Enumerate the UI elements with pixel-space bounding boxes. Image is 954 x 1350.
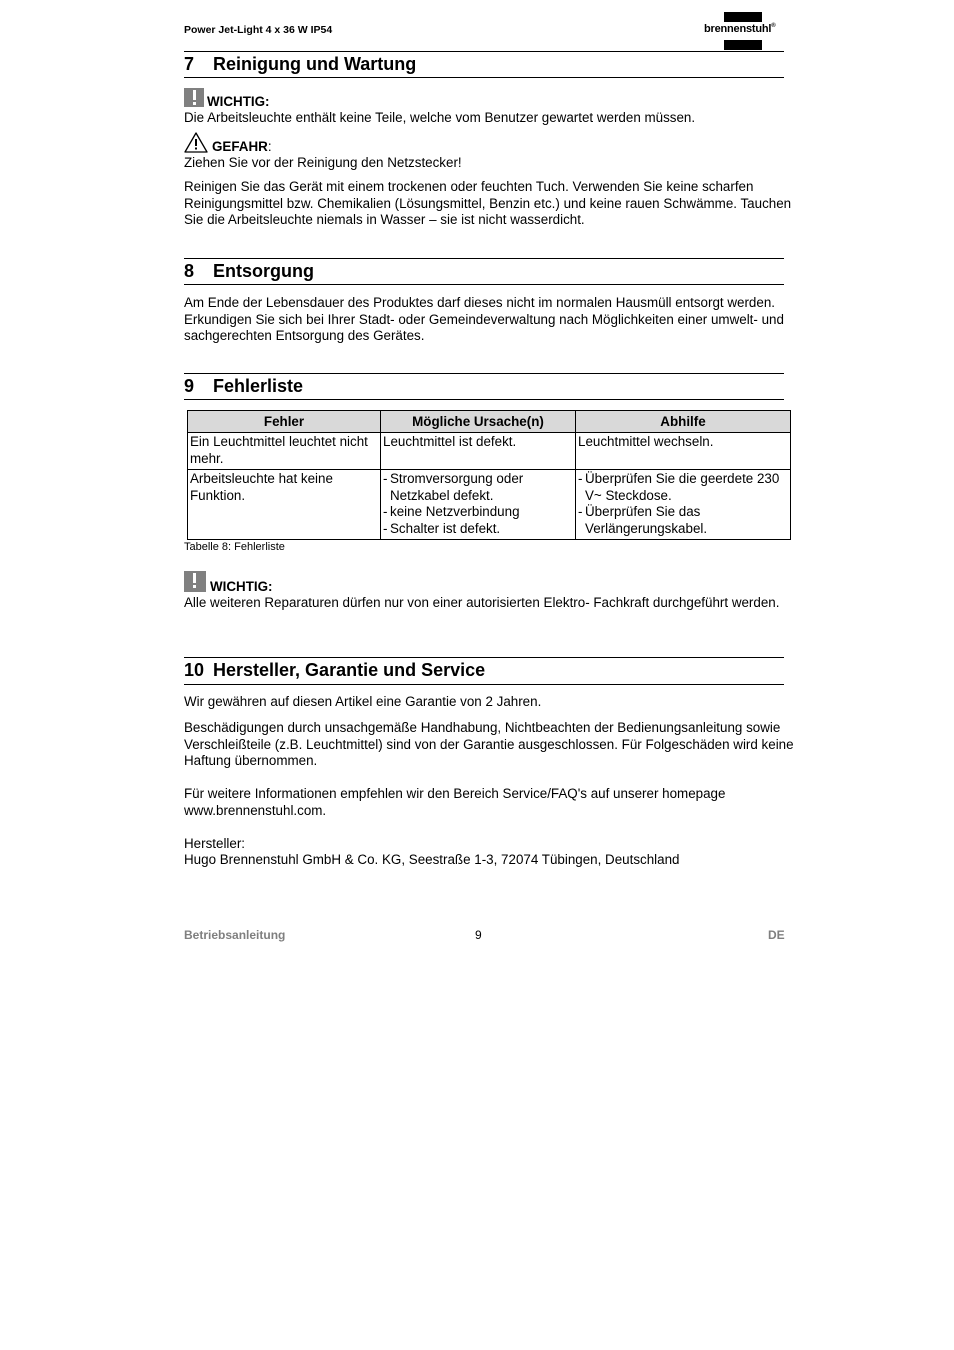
section-10-guarantee-text: Wir gewähren auf diesen Artikel eine Garantie von 2 Jahren.	[184, 694, 542, 709]
header-rule	[184, 51, 784, 52]
section-10-title: Hersteller, Garantie und Service	[213, 660, 486, 680]
column-header-abhilfe: Abhilfe	[576, 411, 791, 433]
list-item: - Stromversorgung oder Netzkabel defekt.	[383, 471, 573, 504]
section-10-exclusions-text: Beschädigungen durch unsachgemäße Handhabung, Nichtbeachten der Bedienungsanleitung sowie Verschleißteile (z.B. Leuchtmittel) sind von der Garantie ausgeschlossen. Für Folgeschäden wird keine Haftung übernommen.	[184, 720, 794, 769]
section-7-important-text: Die Arbeitsleuchte enthält keine Teile, welche vom Benutzer gewartet werden müssen.	[184, 110, 696, 125]
section-7-important-label: WICHTIG:	[207, 94, 270, 109]
page-number: 9	[475, 928, 482, 942]
section-8-title: Entsorgung	[213, 261, 314, 281]
section-7-danger-label-wrap	[212, 139, 272, 154]
cell-ursache	[381, 470, 576, 540]
cell-fehler: Ein Leuchtmittel leuchtet nicht mehr.	[188, 433, 381, 470]
cell-abhilfe: Leuchtmittel wechseln.	[576, 433, 791, 470]
section-8-rule	[184, 284, 784, 285]
section-7-danger-text: Ziehen Sie vor der Reinigung den Netzstecker!	[184, 155, 462, 170]
section-10-info-text: Für weitere Informationen empfehlen wir den Bereich Service/FAQ's auf unserer homepage www.brennenstuhl.com.	[184, 786, 726, 818]
section-8-heading	[184, 261, 314, 282]
table-row	[188, 470, 791, 540]
column-header-fehler: Fehler	[188, 411, 381, 433]
list-item: - Überprüfen Sie die geerdete 230 V~ Steckdose.	[578, 471, 788, 504]
section-7-number: 7	[184, 54, 195, 74]
logo-wordmark	[704, 23, 776, 35]
cell-ursache: Leuchtmittel ist defekt.	[381, 433, 576, 470]
cell-fehler: Arbeitsleuchte hat keine Funktion.	[188, 470, 381, 540]
section-10-manufacturer-label: Hersteller:	[184, 836, 246, 851]
section-9-rule	[184, 399, 784, 400]
important-exclamation-icon	[184, 571, 206, 592]
section-8-paragraph: Am Ende der Lebensdauer des Produktes darf dieses nicht im normalen Hausmüll entsorgt werden. Erkundigen Sie sich bei Ihrer Stadt- oder Gemeindeverwaltung nach Möglichkeiten einer umwelt- und sachgerechten Entsorgung des Gerätes.	[184, 295, 784, 344]
brennenstuhl-logo	[704, 12, 790, 50]
column-header-ursache: Mögliche Ursache(n)	[381, 411, 576, 433]
section-10-number: 10	[184, 660, 205, 680]
logo-registered: ®	[771, 23, 776, 29]
header-title: Power Jet-Light 4 x 36 W IP54	[184, 24, 333, 36]
footer-left-label: Betriebsanleitung	[184, 928, 286, 942]
logo-bar-bottom	[724, 40, 762, 50]
table-header-row	[188, 411, 791, 433]
list-item: - Schalter ist defekt.	[383, 521, 573, 538]
section-7-title: Reinigung und Wartung	[213, 54, 417, 74]
table-caption: Tabelle 8: Fehlerliste	[184, 541, 285, 553]
section-7-danger-colon: :	[267, 139, 272, 154]
list-item: - Überprüfen Sie das Verlängerungskabel.	[578, 504, 788, 537]
section-9-title: Fehlerliste	[213, 376, 304, 396]
error-list-table	[187, 410, 791, 540]
section-7-paragraph: Reinigen Sie das Gerät mit einem trockenen oder feuchten Tuch. Verwenden Sie keine scharfen Reinigungsmittel bzw. Chemikalien (Lösungsmittel, Benzin etc.) und keine rauen Schwämme. Tauchen Sie die Arbeitsleuchte niemals in Wasser – sie ist nicht wasserdicht.	[184, 179, 792, 228]
section-9-important-text: Alle weiteren Reparaturen dürfen nur von einer autorisierten Elektro- Fachkraft durchgeführt werden.	[184, 595, 780, 610]
section-8-number: 8	[184, 261, 195, 281]
section-10-manufacturer-address: Hugo Brennenstuhl GmbH & Co. KG, Seestraße 1-3, 72074 Tübingen, Deutschland	[184, 852, 680, 867]
logo-bar-top	[724, 12, 762, 22]
cell-abhilfe	[576, 470, 791, 540]
section-7-danger-label: GEFAHR	[212, 139, 268, 154]
section-8-top-rule	[184, 258, 784, 259]
table-row	[188, 433, 791, 470]
section-10-top-rule	[184, 657, 784, 658]
section-9-heading	[184, 376, 303, 397]
list-item: - keine Netzverbindung	[383, 504, 573, 521]
section-7-rule	[184, 77, 784, 78]
logo-text: brennenstuhl	[704, 23, 772, 35]
section-10-heading	[184, 660, 485, 681]
danger-warning-triangle-icon	[184, 132, 208, 153]
section-9-top-rule	[184, 373, 784, 374]
footer-language-code: DE	[768, 928, 785, 942]
section-9-number: 9	[184, 376, 195, 396]
section-7-heading	[184, 54, 416, 75]
section-9-important-label: WICHTIG:	[210, 579, 273, 594]
important-exclamation-icon	[184, 88, 204, 107]
section-10-rule	[184, 684, 784, 685]
